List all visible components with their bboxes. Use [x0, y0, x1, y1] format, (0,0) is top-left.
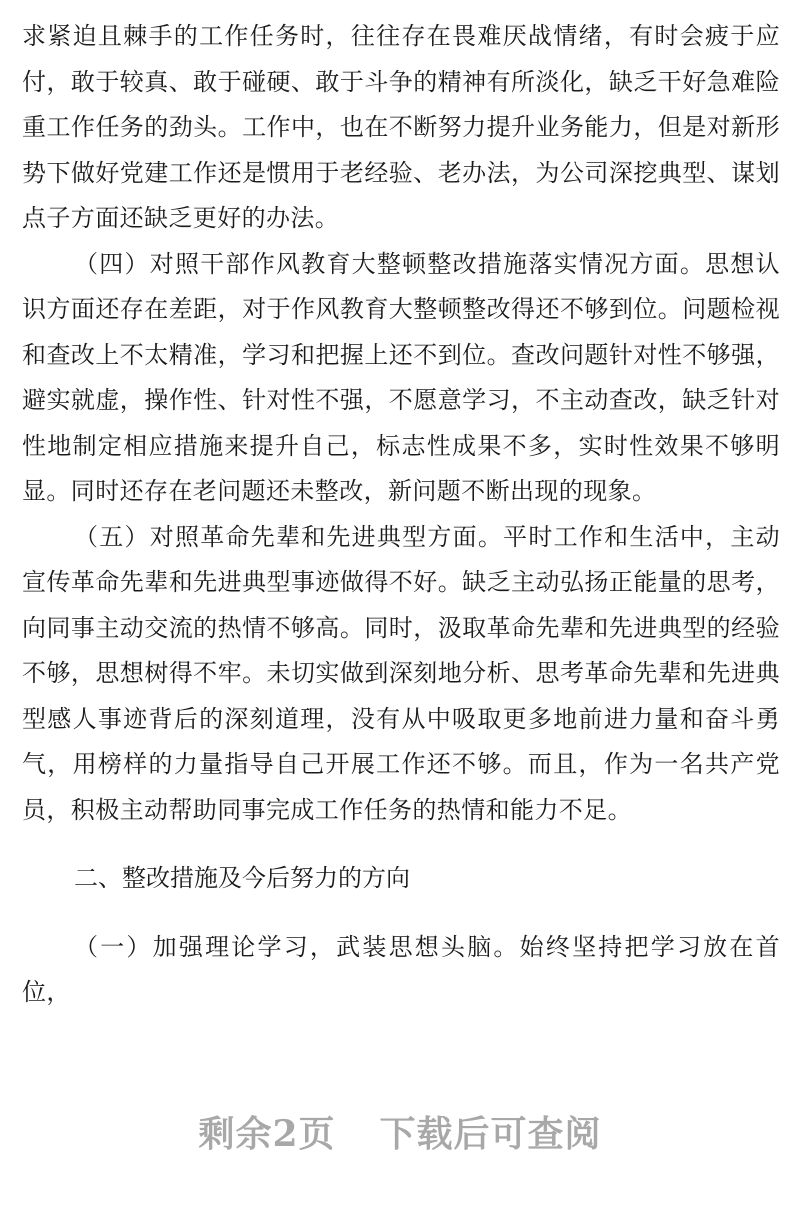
paragraph-measure-one: （一）加强理论学习，武装思想头脑。始终坚持把学习放在首位， [22, 932, 780, 1006]
remaining-pages-label: 剩余2页 [198, 1113, 336, 1155]
paragraph-section-five: （五）对照革命先辈和先进典型方面。平时工作和生活中，主动宣传革命先辈和先进典型事迹做得不好。缺乏主动弘扬正能量的思考，向同事主动交流的热情不够高。同时，汲取革命先辈和先进典型的经验不够，思想树得不牢。未切实做到深刻地分析、思考革命先辈和先进典型感人事迹背后的深刻道理，没有从中吸取更多地前进力量和奋斗勇气，用榜样的力量指导自己开展工作还不够。而且，作为一名共产党员，积极主动帮助同事完成工作任务的热情和能力不足。 [22, 522, 780, 824]
section-heading: 二、整改措施及今后努力的方向 [74, 864, 410, 892]
download-prompt-label: 下载后可查阅 [379, 1113, 602, 1155]
download-banner[interactable] [0, 1106, 800, 1157]
document-page [22, 14, 780, 1016]
paragraph-section-four: （四）对照干部作风教育大整顿整改措施落实情况方面。思想认识方面还存在差距，对于作风教育大整顿整改得还不够到位。问题检视和查改上不太精准，学习和把握上还不到位。查改问题针对性不够强，避实就虚，操作性、针对性不强，不愿意学习，不主动查改，缺乏针对性地制定相应措施来提升自己，标志性成果不多，实时性效果不够明显。同时还存在老问题还未整改，新问题不断出现的现象。 [22, 249, 780, 505]
paragraph-continuation: 求紧迫且棘手的工作任务时，往往存在畏难厌战情绪，有时会疲于应付，敢于较真、敢于碰硬、敢于斗争的精神有所淡化，缺乏干好急难险重工作任务的劲头。工作中，也在不断努力提升业务能力，但是对新形势下做好党建工作还是惯用于老经验、老办法，为公司深挖典型、谋划点子方面还缺乏更好的办法。 [22, 22, 780, 232]
